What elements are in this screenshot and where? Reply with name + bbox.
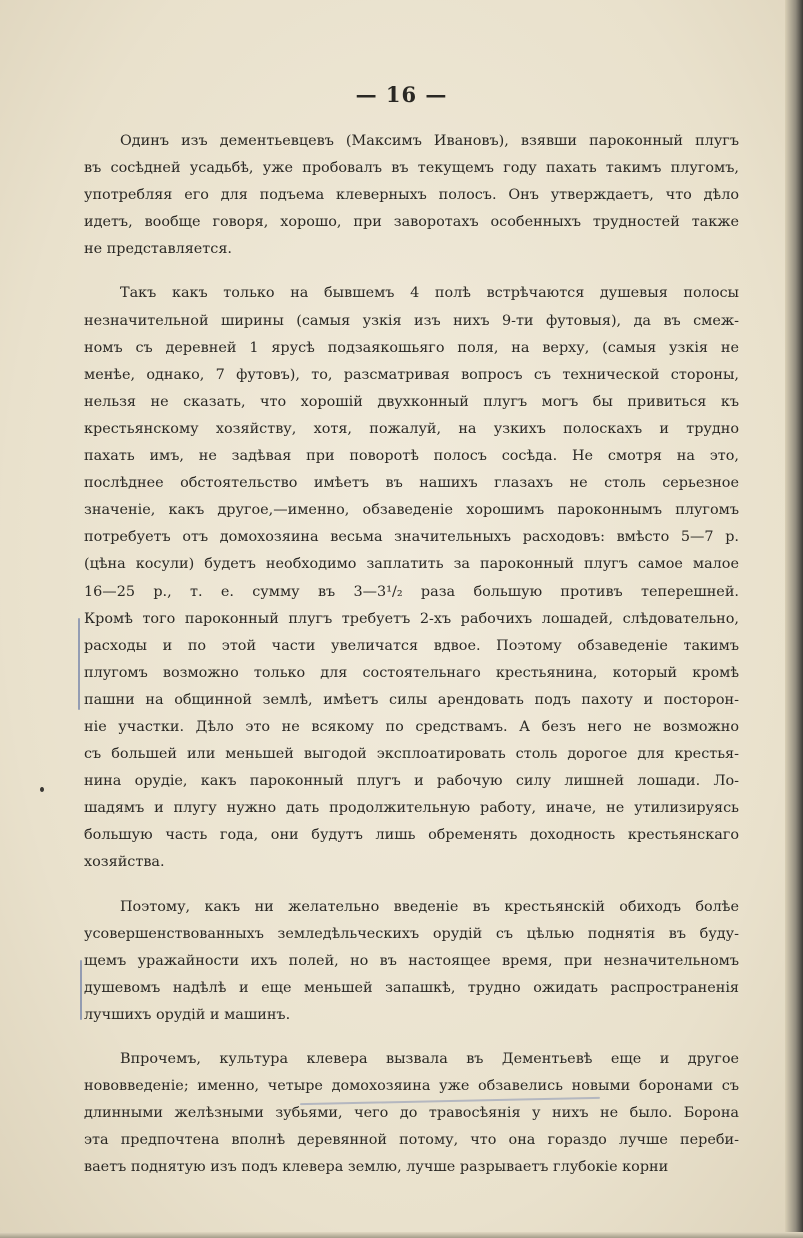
text-line: хозяйства. (84, 854, 165, 871)
text-line: (цѣна косули) будетъ необходимо заплатить за пароконный плугъ самое малое (84, 556, 739, 573)
text-line: номъ съ деревней 1 ярусѣ подзаякошьяго поля, на верху, (самыя узкія не (84, 339, 739, 356)
text-line: крестьянскому хозяйству, хотя, пожалуй, на узкихъ полоскахъ и трудно (84, 420, 739, 437)
text-line: пахать имъ, не задѣвая при поворотѣ полосъ сосѣда. Не смотря на это, (84, 448, 739, 465)
text-line: Кромѣ того пароконный плугъ требуетъ 2-хъ рабочихъ лошадей, слѣдовательно, (84, 610, 739, 627)
paragraph (84, 280, 739, 876)
margin-pencil-mark (80, 960, 82, 1020)
paragraph (84, 128, 739, 263)
margin-pencil-mark (78, 618, 80, 710)
paragraph (84, 1046, 739, 1181)
text-line: послѣднее обстоятельство имѣетъ въ нашихъ глазахъ не столь серьезное (84, 475, 739, 492)
text-line: ніе участки. Дѣло это не всякому по средствамъ. А безъ него не возможно (84, 718, 739, 735)
text-line: щемъ уражайности ихъ полей, но въ настоящее время, при незначительномъ (84, 952, 739, 969)
text-line: лучшихъ орудій и машинъ. (84, 1006, 291, 1023)
text-line: большую часть года, они будутъ лишь обременять доходность крестьянскаго (84, 827, 739, 844)
ink-dot (40, 787, 44, 792)
page-number: — 16 — (355, 82, 448, 107)
text-line: нововведеніе; именно, четыре домохозяина уже обзавелись новыми боронами съ (84, 1078, 739, 1095)
text-line: Одинъ изъ дементьевцевъ (Максимъ Ивановъ), взявши пароконный плугъ (120, 133, 739, 149)
text-line: значеніе, какъ другое,—именно, обзаведеніе хорошимъ пароконнымъ плугомъ (84, 502, 739, 519)
text-line: расходы и по этой части увеличатся вдвое. Поэтому обзаведеніе такимъ (84, 637, 739, 654)
text-line: ваетъ поднятую изъ подъ клевера землю, лучше разрываетъ глубокіе корни (84, 1159, 669, 1176)
paragraph (84, 894, 739, 1029)
page-bottom-edge (0, 1232, 803, 1238)
text-line: Поэтому, какъ ни желательно введеніе въ крестьянскій обиходъ болѣе (120, 898, 739, 915)
text-line: эта предпочтена вполнѣ деревянной потому, что она гораздо лучше переби- (84, 1132, 739, 1149)
text-line: усовершенствованныхъ земледѣльческихъ орудій съ цѣлью поднятія въ буду- (84, 925, 739, 942)
text-line: шадямъ и плугу нужно дать продолжительную работу, иначе, не утилизируясь (84, 800, 739, 817)
page-edge-shadow (785, 0, 803, 1238)
text-line: плугомъ возможно только для состоятельнаго крестьянина, который кромѣ (84, 664, 739, 681)
text-line: нина орудіе, какъ пароконный плугъ и рабочую силу лишней лошади. Ло- (84, 773, 739, 790)
text-line: душевомъ надѣлѣ и еще меньшей запашкѣ, трудно ожидать распространенія (84, 979, 739, 996)
body-text (84, 128, 739, 1198)
text-line: нельзя не сказать, что хорошій двухконный плугъ могъ бы привиться къ (84, 393, 739, 410)
text-line: потребуетъ отъ домохозяина весьма значительныхъ расходовъ: вмѣсто 5—7 р. (84, 529, 739, 546)
text-line: не представляется. (84, 241, 232, 258)
text-line: длинными желѣзными зубьями, чего до травосѣянія у нихъ не было. Борона (84, 1105, 739, 1122)
text-line: Такъ какъ только на бывшемъ 4 полѣ встрѣчаются душевыя полосы (120, 285, 739, 302)
text-line: Впрочемъ, культура клевера вызвала въ Дементьевѣ еще и другое (120, 1051, 739, 1067)
text-line: употребляя его для подъема клеверныхъ полосъ. Онъ утверждаетъ, что дѣло (84, 187, 739, 204)
text-line: менѣе, однако, 7 футовъ), то, разсматривая вопросъ съ технической стороны, (84, 366, 739, 383)
text-line: пашни на общинной землѣ, имѣетъ силы арендовать подъ пахоту и посторон- (84, 691, 739, 708)
text-line: незначительной ширины (самыя узкія изъ нихъ 9-ти футовыя), да въ смеж- (84, 312, 739, 329)
text-line: идетъ, вообще говоря, хорошо, при заворотахъ особенныхъ трудностей также (84, 214, 739, 231)
text-line: съ большей или меньшей выгодой эксплоатировать столь дорогое для крестья- (84, 746, 739, 763)
text-line: въ сосѣдней усадьбѣ, уже пробовалъ въ текущемъ году пахать такимъ плугомъ, (84, 160, 739, 177)
text-line: 16—25 р., т. е. сумму въ 3—3¹/₂ раза большую противъ теперешней. (84, 583, 739, 600)
